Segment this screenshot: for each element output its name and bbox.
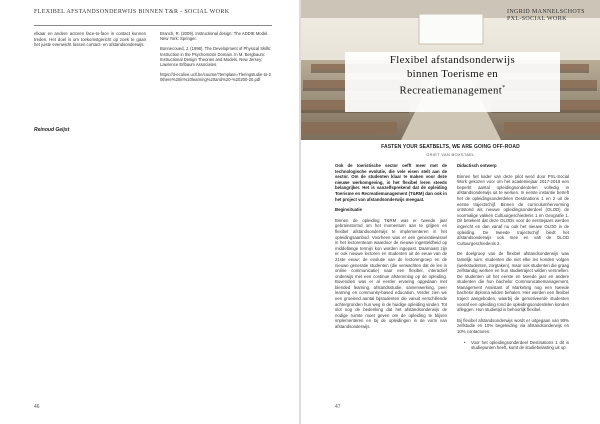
reference-item: Bonnecoued, J. (1998). The Development of Physical Skills: Instruction in the Psychomotor Domain. In M. Bergbaum: Instructional Design Theories and Models. New Jersey: Lawrence Erlbaum Associates. <box>160 46 272 68</box>
left-page <box>0 0 299 424</box>
body-paragraph: Bij flexibel afstandsonderwijs wordt er uitgegaan van 90% zelfstudie en 10% begeleiding via afstandsonderwijs en 10% contacturen. <box>457 317 569 335</box>
section-heading: Beginsituatie <box>335 207 362 213</box>
article-title <box>345 53 560 98</box>
article-column-left <box>34 31 146 53</box>
author-label: Reinoud Geijst <box>34 127 70 133</box>
title-line: binnen Toerisme en <box>406 68 499 80</box>
page-number-left: 46 <box>34 404 40 410</box>
article-column-1 <box>335 163 447 335</box>
reference-item: Branch, R. (2009). Instructional design: The ADDIE Model. New York: Springer. <box>160 31 269 42</box>
section-heading: Didactisch ontwerp <box>457 163 497 168</box>
right-page <box>301 0 600 424</box>
article-subtitle: FASTEN YOUR SEATBELTS, WE ARE GOING OFF-ROAD <box>381 144 520 150</box>
article-column-2 <box>457 163 569 356</box>
title-line: Recreatiemanagement* <box>399 84 506 97</box>
title-line: Flexibel afstandsonderwijs <box>389 54 516 66</box>
page-number-right: 47 <box>335 404 341 410</box>
running-head-org: PXL-SOCIAL WORK <box>507 16 567 22</box>
article-byline: GRIET VAN BOXSTAEL <box>426 152 475 157</box>
running-head-right <box>507 9 585 23</box>
running-head-left: FLEXIBEL AFSTANDSONDERWIJS BINNEN T&R - SOCIAL WORK <box>34 9 230 15</box>
running-head-author: INGRID MANNELSCHOTS <box>507 9 585 15</box>
title-footnote-mark: * <box>502 85 506 91</box>
body-paragraph: Binnen de opleiding T&RM was er tweede jaar gebrainstormd om het momentum aan te grijpen en flexibel afstandsonderwijs te implementeren in het opleidingsaanbod. Voorheen was er een generatiewissel in het lectorenteam waardoor de nieuwe ingesteldheid op middellange termijn kon worden ingepast. Daarnaast zijn er ook nieuwe lectoren en studenten uit de eeuw van de 21ste eeuw: de evolutie van de lectorengroep en de nieuwe generatie studenten (die verwachten dat de les in online communicatie) naar een flexibel, interactief onderwijs met een continue afstemming op de opleiding. Bovendien was er al eerder ervaring opgedaan met blended learning, afstandsstudie, samenwerking, peer learning en community-based education. Verder zien we een groeiend aantal bijstudenten die vanuit verschillende achtergronden hun weg in de huidige opleiding vinden. Tot slot nog de bedenking dat het afstandsonderwijs de nodige ruimte moet geven om de opleiding te blijven implementeren en bij de opleidingen in de vorm van afstandsonderwijs. <box>335 217 447 330</box>
lead-paragraph: Ook de toeristische sector oefft meer met de technologische evolutie, die vele eisen stelt aan de sector. Om de studenten klaar te maken voor deze nieuwe werkomgeving, is het flexibel leren steeds belangrijker. Het is vanzelfsprekend dat de opleiding Toerisme en Recreatiemanagement (T&RM) dan ook in het project van afstandsonderwijs meegaat. <box>335 163 447 202</box>
article-text: elkaar en andere actoren face-to-face in contact kunnen treden. Het doel is om toekomstgericht op zoek te gaan het juiste evenwicht tussen contact- en afstandsonderwijs. <box>34 31 146 48</box>
body-paragraph: De doelgroep van de flexibel afstandsonderwijs was tamelijk ruim: studenten die niet elke les konden volgen (werkstudenten, zorgtaken), maar ook studenten die graag zelfstandig werken en hun studietraject wilden versnellen. De studenten uit het eerste en tweede jaar en andere studenten die hun bachelor Communicatiemanagement, Management Assistant of Marketing nog een tweede bachelor diploma wilden behalen. Hier werden een flexibel traject aangeboden, waarbij de gemotiveerde studenten vooraf een opleiding rond de opleidingsonderdelen konden afleggen. Hun studietijd is behoorlijk flexibel. <box>457 251 569 313</box>
body-paragraph: Binnen het kader van deze pilot werd door PXL-Social Work gekozen voor om het academiejaar 2017-2018 een beperkt aantal opleidingsonderdelen volledig in afstandsonderwijs uit te werken. In eerste instantie betreft het de opleidingsonderdelen Destinations 1 en 2 uit de eerste trajectschijf. Binnen de curriculumhervorming ontstond als nieuwe opleidingsonderdeel (OLOD) de voormalige vakken Cultuurgeschiedenis 1 en Geografie 1. Dit betekent dat deze OLODs voor de eerstejaars werden ingericht en dan vanaf nu ook het nieuwe OLOD in de opleiding. De tweede trajectschijf biedt het afstandsonderwijs ook mee en valt de OLOD Cultuurgeschiedenis 2. <box>457 173 569 246</box>
bullet-item: • Voor het opleidingsonderdeel Destinations 1 dit is studiepunten heeft, komt de studiebelasting uit op <box>457 340 569 351</box>
reference-link[interactable]: https://d-ecolive.ucll.be/course/?template=Tleringstudie-to-20there%20in%20learning%20and%20-%20200-20.pdf <box>160 72 271 83</box>
references <box>160 31 272 88</box>
header-rule <box>34 25 272 26</box>
